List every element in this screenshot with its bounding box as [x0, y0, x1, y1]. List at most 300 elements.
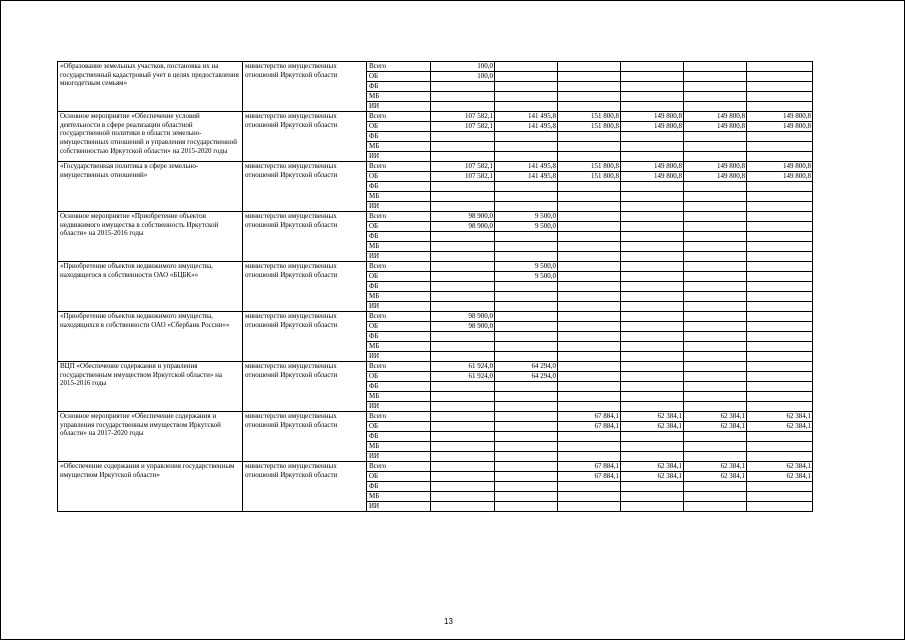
amount-cell: 141 495,8: [495, 122, 558, 132]
amount-cell: [558, 432, 621, 442]
funding-source: ОБ: [367, 322, 431, 332]
amount-cell: [621, 132, 684, 142]
amount-cell: 67 884,1: [558, 462, 621, 472]
amount-cell: [431, 182, 495, 192]
amount-cell: 9 500,0: [495, 272, 558, 282]
amount-cell: [684, 432, 747, 442]
amount-cell: 149 800,8: [747, 122, 813, 132]
funding-source: ФБ: [367, 382, 431, 392]
amount-cell: [747, 92, 813, 102]
amount-cell: [684, 272, 747, 282]
funding-source: ИИ: [367, 402, 431, 412]
amount-cell: [495, 462, 558, 472]
amount-cell: [684, 282, 747, 292]
amount-cell: [495, 102, 558, 112]
responsible-executor: министерство имущественных отношений Иркутской области: [243, 62, 367, 112]
funding-source: ОБ: [367, 272, 431, 282]
amount-cell: [495, 382, 558, 392]
amount-cell: [431, 92, 495, 102]
amount-cell: 100,0: [431, 62, 495, 72]
amount-cell: [621, 352, 684, 362]
amount-cell: [558, 192, 621, 202]
amount-cell: [431, 392, 495, 402]
amount-cell: [621, 452, 684, 462]
table-row: [58, 462, 813, 472]
amount-cell: [495, 502, 558, 512]
amount-cell: [747, 332, 813, 342]
funding-source: ОБ: [367, 172, 431, 182]
amount-cell: [684, 262, 747, 272]
amount-cell: [684, 302, 747, 312]
amount-cell: [621, 72, 684, 82]
amount-cell: [431, 352, 495, 362]
amount-cell: [621, 152, 684, 162]
amount-cell: [747, 132, 813, 142]
funding-source: ФБ: [367, 132, 431, 142]
funding-source: ИИ: [367, 352, 431, 362]
amount-cell: [684, 322, 747, 332]
amount-cell: [558, 392, 621, 402]
amount-cell: [621, 62, 684, 72]
activity-name: «Приобретение объектов недвижимого имущества, находящихся в собственности ОАО «Сбербанк России»»: [58, 312, 243, 362]
amount-cell: 9 500,0: [495, 262, 558, 272]
amount-cell: [747, 392, 813, 402]
amount-cell: 62 384,1: [684, 422, 747, 432]
amount-cell: [621, 252, 684, 262]
amount-cell: [747, 192, 813, 202]
funding-source: ФБ: [367, 82, 431, 92]
funding-source: ИИ: [367, 102, 431, 112]
amount-cell: 62 384,1: [621, 462, 684, 472]
amount-cell: [495, 62, 558, 72]
amount-cell: [558, 202, 621, 212]
amount-cell: [684, 482, 747, 492]
amount-cell: [684, 452, 747, 462]
table-row: [58, 262, 813, 272]
amount-cell: [684, 502, 747, 512]
amount-cell: [431, 432, 495, 442]
responsible-executor: министерство имущественных отношений Иркутской области: [243, 462, 367, 512]
amount-cell: [621, 102, 684, 112]
amount-cell: [684, 382, 747, 392]
funding-source: ОБ: [367, 422, 431, 432]
amount-cell: [431, 292, 495, 302]
amount-cell: [495, 232, 558, 242]
amount-cell: [558, 242, 621, 252]
amount-cell: [747, 72, 813, 82]
amount-cell: [684, 72, 747, 82]
funding-source: МБ: [367, 242, 431, 252]
amount-cell: [495, 72, 558, 82]
amount-cell: [684, 192, 747, 202]
amount-cell: [747, 372, 813, 382]
amount-cell: [621, 142, 684, 152]
amount-cell: [495, 202, 558, 212]
table-row: [58, 62, 813, 72]
amount-cell: [558, 292, 621, 302]
amount-cell: [621, 212, 684, 222]
amount-cell: [684, 362, 747, 372]
amount-cell: 141 495,8: [495, 112, 558, 122]
amount-cell: [558, 252, 621, 262]
amount-cell: 67 884,1: [558, 472, 621, 482]
amount-cell: [495, 192, 558, 202]
amount-cell: [495, 142, 558, 152]
amount-cell: 98 900,0: [431, 312, 495, 322]
funding-source: Всего: [367, 212, 431, 222]
amount-cell: [747, 432, 813, 442]
amount-cell: [558, 92, 621, 102]
amount-cell: 149 800,8: [747, 172, 813, 182]
amount-cell: [621, 432, 684, 442]
funding-source: МБ: [367, 292, 431, 302]
amount-cell: [684, 102, 747, 112]
amount-cell: [558, 182, 621, 192]
amount-cell: [431, 132, 495, 142]
amount-cell: [495, 352, 558, 362]
amount-cell: 151 800,8: [558, 162, 621, 172]
amount-cell: [621, 442, 684, 452]
amount-cell: [684, 82, 747, 92]
amount-cell: [558, 402, 621, 412]
amount-cell: [431, 502, 495, 512]
amount-cell: [684, 292, 747, 302]
amount-cell: [621, 362, 684, 372]
funding-source: МБ: [367, 442, 431, 452]
amount-cell: [431, 412, 495, 422]
responsible-executor: министерство имущественных отношений Иркутской области: [243, 262, 367, 312]
amount-cell: [621, 302, 684, 312]
amount-cell: [621, 92, 684, 102]
funding-source: ИИ: [367, 252, 431, 262]
amount-cell: [431, 152, 495, 162]
responsible-executor: министерство имущественных отношений Иркутской области: [243, 112, 367, 162]
amount-cell: [431, 442, 495, 452]
amount-cell: [684, 232, 747, 242]
amount-cell: [621, 402, 684, 412]
amount-cell: [431, 302, 495, 312]
amount-cell: 61 924,0: [431, 372, 495, 382]
amount-cell: [558, 62, 621, 72]
amount-cell: [495, 452, 558, 462]
amount-cell: [558, 502, 621, 512]
amount-cell: [495, 312, 558, 322]
amount-cell: 62 384,1: [684, 412, 747, 422]
amount-cell: [684, 372, 747, 382]
amount-cell: [684, 62, 747, 72]
funding-source: ОБ: [367, 122, 431, 132]
amount-cell: [747, 282, 813, 292]
funding-source: ОБ: [367, 222, 431, 232]
amount-cell: 107 582,1: [431, 122, 495, 132]
amount-cell: [747, 402, 813, 412]
amount-cell: [431, 202, 495, 212]
amount-cell: 149 800,8: [747, 112, 813, 122]
amount-cell: 151 800,8: [558, 122, 621, 132]
amount-cell: 149 800,8: [621, 162, 684, 172]
amount-cell: 98 900,0: [431, 212, 495, 222]
activity-name: «Приобретение объектов недвижимого имущества, находящегося в собственности ОАО «БЦБК»»: [58, 262, 243, 312]
amount-cell: [747, 252, 813, 262]
funding-source: МБ: [367, 392, 431, 402]
amount-cell: [621, 192, 684, 202]
amount-cell: [431, 82, 495, 92]
amount-cell: [747, 242, 813, 252]
amount-cell: [747, 152, 813, 162]
amount-cell: 62 384,1: [684, 462, 747, 472]
amount-cell: 62 384,1: [684, 472, 747, 482]
amount-cell: [495, 152, 558, 162]
amount-cell: [621, 182, 684, 192]
amount-cell: [747, 262, 813, 272]
amount-cell: [558, 102, 621, 112]
funding-source: Всего: [367, 262, 431, 272]
funding-source: Всего: [367, 312, 431, 322]
amount-cell: 98 900,0: [431, 222, 495, 232]
activity-name: «Обеспечение содержания и управления государственным имуществом Иркутской области»: [58, 462, 243, 512]
amount-cell: [495, 292, 558, 302]
amount-cell: [747, 62, 813, 72]
amount-cell: [747, 212, 813, 222]
funding-source: МБ: [367, 92, 431, 102]
amount-cell: 9 500,0: [495, 222, 558, 232]
amount-cell: [495, 132, 558, 142]
amount-cell: [747, 362, 813, 372]
table-row: [58, 112, 813, 122]
amount-cell: [495, 442, 558, 452]
amount-cell: [621, 282, 684, 292]
amount-cell: [558, 302, 621, 312]
amount-cell: 62 384,1: [621, 472, 684, 482]
amount-cell: [621, 382, 684, 392]
amount-cell: [558, 362, 621, 372]
amount-cell: [621, 332, 684, 342]
amount-cell: [747, 442, 813, 452]
funding-source: ИИ: [367, 202, 431, 212]
amount-cell: [431, 242, 495, 252]
amount-cell: [558, 222, 621, 232]
amount-cell: [684, 392, 747, 402]
funding-source: МБ: [367, 192, 431, 202]
amount-cell: [684, 92, 747, 102]
amount-cell: [684, 402, 747, 412]
amount-cell: [621, 372, 684, 382]
amount-cell: [431, 452, 495, 462]
funding-source: Всего: [367, 62, 431, 72]
funding-source: Всего: [367, 162, 431, 172]
amount-cell: [558, 262, 621, 272]
amount-cell: 149 800,8: [684, 162, 747, 172]
amount-cell: [558, 142, 621, 152]
amount-cell: [558, 332, 621, 342]
amount-cell: [495, 252, 558, 262]
funding-source: Всего: [367, 112, 431, 122]
amount-cell: [747, 272, 813, 282]
amount-cell: 149 800,8: [684, 122, 747, 132]
amount-cell: 64 294,0: [495, 362, 558, 372]
funding-source: ИИ: [367, 302, 431, 312]
funding-source: ОБ: [367, 372, 431, 382]
amount-cell: [495, 82, 558, 92]
funding-source: ФБ: [367, 332, 431, 342]
amount-cell: [431, 472, 495, 482]
amount-cell: [684, 182, 747, 192]
amount-cell: [684, 202, 747, 212]
funding-source: ИИ: [367, 152, 431, 162]
amount-cell: [558, 132, 621, 142]
amount-cell: [747, 312, 813, 322]
amount-cell: [747, 202, 813, 212]
amount-cell: [431, 272, 495, 282]
amount-cell: [431, 102, 495, 112]
amount-cell: 67 884,1: [558, 412, 621, 422]
amount-cell: [747, 292, 813, 302]
amount-cell: [495, 282, 558, 292]
amount-cell: 149 800,8: [684, 112, 747, 122]
amount-cell: [431, 282, 495, 292]
amount-cell: [621, 272, 684, 282]
funding-source: ФБ: [367, 282, 431, 292]
amount-cell: [495, 432, 558, 442]
amount-cell: 62 384,1: [747, 412, 813, 422]
funding-source: ФБ: [367, 482, 431, 492]
amount-cell: 62 384,1: [747, 422, 813, 432]
amount-cell: [495, 492, 558, 502]
amount-cell: [558, 212, 621, 222]
amount-cell: [621, 262, 684, 272]
amount-cell: [431, 192, 495, 202]
amount-cell: [621, 492, 684, 502]
amount-cell: [495, 392, 558, 402]
amount-cell: [558, 282, 621, 292]
amount-cell: [621, 292, 684, 302]
activity-name: Основное мероприятие «Обеспечение содержания и управления государственным имуществом Иркутской области» на 2017-2020 годы: [58, 412, 243, 462]
amount-cell: [558, 372, 621, 382]
amount-cell: [431, 262, 495, 272]
amount-cell: [431, 142, 495, 152]
amount-cell: [621, 482, 684, 492]
funding-source: МБ: [367, 142, 431, 152]
activity-name: «Образование земельных участков, постановка их на государственный кадастровый учет в целях предоставления многодетным семьям»: [58, 62, 243, 112]
amount-cell: [747, 492, 813, 502]
amount-cell: [684, 132, 747, 142]
amount-cell: 98 900,0: [431, 322, 495, 332]
amount-cell: [747, 352, 813, 362]
amount-cell: [558, 312, 621, 322]
funding-source: Всего: [367, 462, 431, 472]
amount-cell: [431, 332, 495, 342]
amount-cell: [747, 482, 813, 492]
table-row: [58, 412, 813, 422]
funding-source: МБ: [367, 342, 431, 352]
amount-cell: 149 800,8: [621, 172, 684, 182]
amount-cell: [621, 222, 684, 232]
amount-cell: [431, 422, 495, 432]
amount-cell: [747, 302, 813, 312]
responsible-executor: министерство имущественных отношений Иркутской области: [243, 362, 367, 412]
table-row: [58, 312, 813, 322]
amount-cell: 149 800,8: [621, 122, 684, 132]
amount-cell: [558, 322, 621, 332]
amount-cell: 151 800,8: [558, 112, 621, 122]
responsible-executor: министерство имущественных отношений Иркутской области: [243, 312, 367, 362]
amount-cell: [558, 82, 621, 92]
activity-name: Основное мероприятие «Обеспечение условий деятельности в сфере реализации областной государственной политики в области земельно-имущественных отношений и управления государственной собственностью Иркутской области» на 2015-2020 годы: [58, 112, 243, 162]
amount-cell: 149 800,8: [621, 112, 684, 122]
amount-cell: [431, 342, 495, 352]
amount-cell: 67 884,1: [558, 422, 621, 432]
funding-source: Всего: [367, 412, 431, 422]
amount-cell: [747, 342, 813, 352]
responsible-executor: министерство имущественных отношений Иркутской области: [243, 162, 367, 212]
amount-cell: [747, 382, 813, 392]
amount-cell: [558, 272, 621, 282]
amount-cell: [431, 462, 495, 472]
amount-cell: [495, 302, 558, 312]
responsible-executor: министерство имущественных отношений Иркутской области: [243, 212, 367, 262]
amount-cell: [684, 492, 747, 502]
amount-cell: [621, 242, 684, 252]
amount-cell: 141 495,8: [495, 172, 558, 182]
amount-cell: [558, 232, 621, 242]
amount-cell: [431, 482, 495, 492]
amount-cell: [558, 152, 621, 162]
amount-cell: [684, 342, 747, 352]
activity-name: «Государственная политика в сфере земельно-имущественных отношений»: [58, 162, 243, 212]
funding-source: ФБ: [367, 232, 431, 242]
amount-cell: 141 495,8: [495, 162, 558, 172]
amount-cell: [495, 472, 558, 482]
amount-cell: [684, 212, 747, 222]
amount-cell: 107 582,1: [431, 172, 495, 182]
amount-cell: [684, 222, 747, 232]
amount-cell: [684, 312, 747, 322]
table-row: [58, 212, 813, 222]
amount-cell: [684, 252, 747, 262]
amount-cell: [747, 222, 813, 232]
amount-cell: [621, 342, 684, 352]
amount-cell: [558, 382, 621, 392]
amount-cell: [684, 332, 747, 342]
amount-cell: [621, 322, 684, 332]
amount-cell: [558, 442, 621, 452]
amount-cell: [621, 82, 684, 92]
amount-cell: [684, 352, 747, 362]
amount-cell: [495, 422, 558, 432]
funding-source: ФБ: [367, 182, 431, 192]
amount-cell: [431, 382, 495, 392]
amount-cell: [558, 352, 621, 362]
amount-cell: [495, 482, 558, 492]
amount-cell: [621, 232, 684, 242]
amount-cell: 100,0: [431, 72, 495, 82]
amount-cell: 64 294,0: [495, 372, 558, 382]
amount-cell: [495, 182, 558, 192]
amount-cell: [495, 342, 558, 352]
amount-cell: [431, 252, 495, 262]
responsible-executor: министерство имущественных отношений Иркутской области: [243, 412, 367, 462]
amount-cell: [495, 242, 558, 252]
amount-cell: [621, 392, 684, 402]
amount-cell: [558, 72, 621, 82]
budget-table: [57, 61, 813, 512]
amount-cell: [747, 502, 813, 512]
funding-source: ИИ: [367, 452, 431, 462]
amount-cell: [621, 312, 684, 322]
amount-cell: 62 384,1: [621, 412, 684, 422]
page-number: 13: [444, 617, 453, 626]
funding-source: ОБ: [367, 472, 431, 482]
